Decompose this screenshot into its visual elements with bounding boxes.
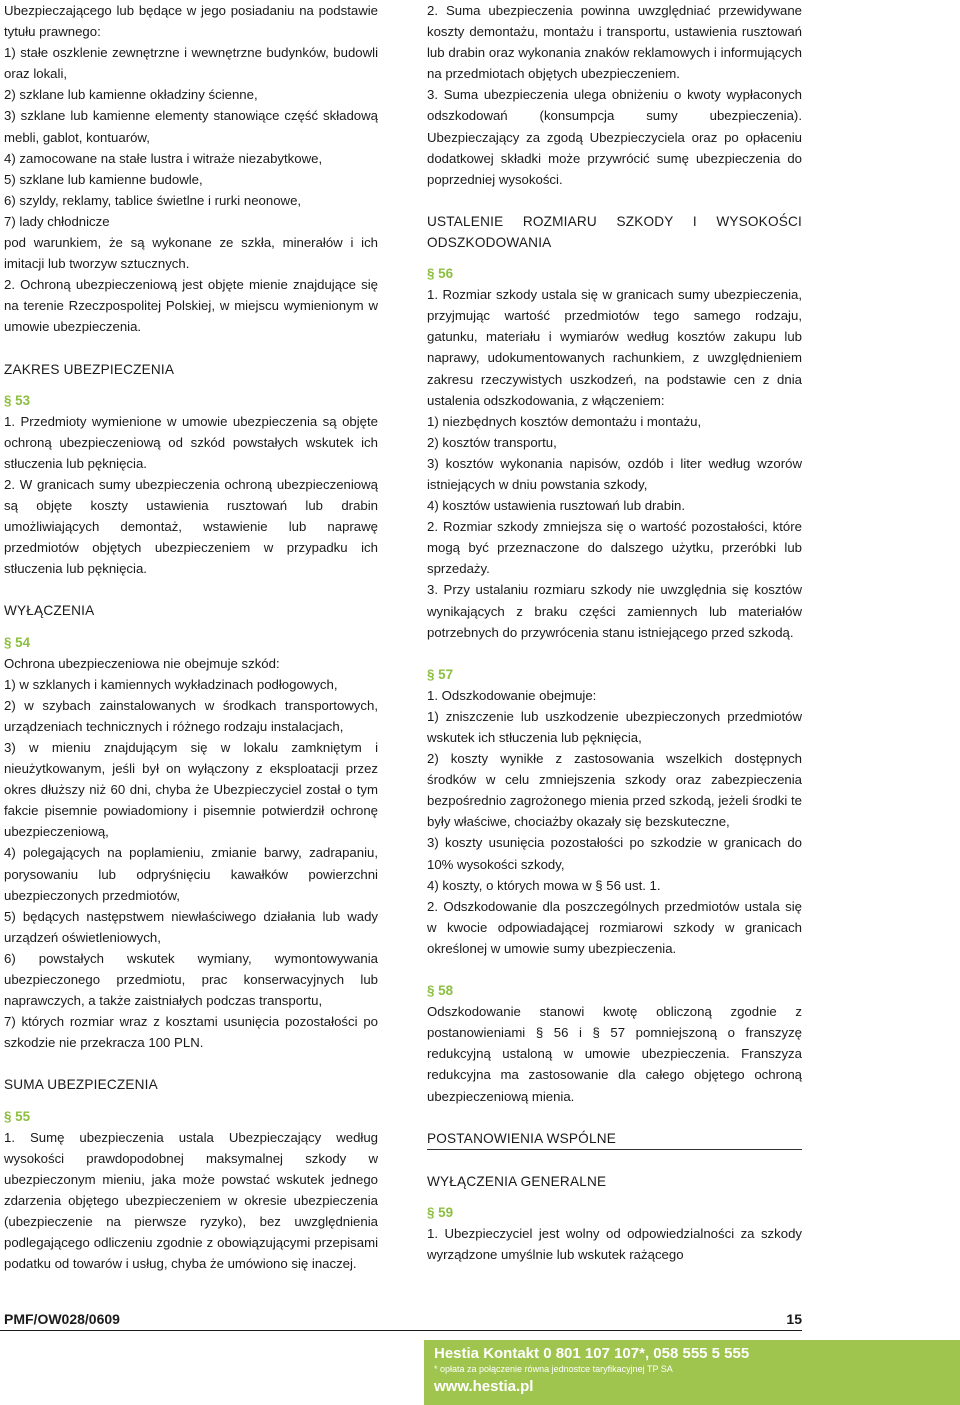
left-column: [4, 0, 378, 1274]
text-paragraph: 3) w mieniu znajdującym się w lokalu zamkniętym i nieużytkowanym, jeśli był on wyłączony z eksploatacji przez okres dłuższy niż 60 dni, chyba że Ubezpieczyciel został o tym fakcie pisemnie powiadomiony i pisemnie potwierdził ochronę ubezpieczeniową,: [4, 740, 378, 840]
text-paragraph: 2) w szybach zainstalowanych w środkach transportowych, urządzeniach technicznych i różnego rodzaju instalacjach,: [4, 697, 378, 734]
text-paragraph: 5) szklane lub kamienne budowle,: [4, 171, 203, 187]
section-heading-zakres: ZAKRES UBEZPIECZENIA: [4, 361, 175, 377]
right-column: [427, 0, 802, 1265]
document-code: PMF/OW028/0609: [4, 1311, 120, 1327]
text-paragraph: 2. Ochroną ubezpieczeniową jest objęte mienie znajdujące się na terenie Rzeczpospolitej Polskiej, w miejscu wymienionym w umowie ubezpieczenia.: [4, 277, 378, 335]
text-paragraph: 1) w szklanych i kamiennych wykładzinach podłogowych,: [4, 676, 338, 692]
text-paragraph: 1) zniszczenie lub uszkodzenie ubezpieczonych przedmiotów wskutek ich stłuczenia lub pęknięcia,: [427, 708, 802, 745]
text-paragraph: 2) kosztów transportu,: [427, 434, 557, 450]
paragraph-number-57: § 57: [427, 666, 454, 682]
section-heading-generalne: WYŁĄCZENIA GENERALNE: [427, 1173, 607, 1189]
text-paragraph: 5) będących następstwem niewłaściwego działania lub wady urządzeń oświetleniowych,: [4, 908, 378, 945]
footer-divider: [0, 1330, 802, 1331]
contact-banner: [424, 1340, 960, 1405]
text-paragraph: 7) lady chłodnicze: [4, 213, 110, 229]
text-paragraph: 1. Ubezpieczyciel jest wolny od odpowiedzialności za szkody wyrządzone umyślnie lub wskutek rażącego: [427, 1225, 802, 1262]
text-paragraph: Ubezpieczającego lub będące w jego posiadaniu na podstawie tytułu prawnego:: [4, 3, 378, 40]
text-paragraph: 1. Rozmiar szkody ustala się w granicach sumy ubezpieczenia, przyjmując wartość przedmiotów tego samego rodzaju, gatunku, materiału i wymiarów według kosztów zakupu lub naprawy, udokumentowanych rachunkiem, z uwzględnieniem zakresu rzeczywistych uszkodzeń, na podstawie cen z dnia ustalenia odszkodowania, z włączeniem:: [427, 287, 802, 408]
section-heading-wylaczenia: WYŁĄCZENIA: [4, 603, 95, 619]
paragraph-number-54: § 54: [4, 634, 31, 650]
text-paragraph: 4) zamocowane na stałe lustra i witraże niezabytkowe,: [4, 150, 323, 166]
text-paragraph: 3) koszty usunięcia pozostałości po szkodzie w granicach do 10% wysokości szkody,: [427, 835, 802, 872]
text-paragraph: 2) koszty wynikłe z zastosowania wszelkich dostępnych środków w celu zmniejszenia szkody oraz zabezpieczenia bezpośrednio zagrożonego mienia przed szkodą, jeżeli środki te były właściwe, chociażby okazały się bezskuteczne,: [427, 751, 802, 830]
text-paragraph: 1. Odszkodowanie obejmuje:: [427, 687, 597, 703]
text-paragraph: 7) których rozmiar wraz z kosztami usunięcia pozostałości po szkodzie nie przekracza 100 PLN.: [4, 1014, 378, 1051]
paragraph-number-59: § 59: [427, 1204, 454, 1220]
text-paragraph: 2. Suma ubezpieczenia powinna uwzględniać przewidywane koszty demontażu, montażu i transportu, ustawienia rusztowań lub drabin oraz wykonania znaków reklamowych i informujących na przedmiotach objętych ubezpieczeniem.: [427, 3, 802, 82]
website-link[interactable]: www.hestia.pl: [434, 1378, 534, 1395]
text-paragraph: 1. Sumę ubezpieczenia ustala Ubezpieczający według wysokości prawdopodobnej maksymalnej szkody w ubezpieczonym mieniu, jaka może powstać wskutek jednego zdarzenia objętego ubezpieczeniem w okresie ubezpieczenia (ubezpieczenie na pierwsze ryzyko), bez uwzględnienia podlegającego odliczeniu zgodnie z obowiązującymi przepisami podatku od towarów i usług, chyba że umówiono się inaczej.: [4, 1129, 378, 1272]
paragraph-number-58: § 58: [427, 983, 454, 999]
text-paragraph: 2) szklane lub kamienne okładziny ścienne,: [4, 87, 258, 103]
text-paragraph: 4) koszty, o których mowa w § 56 ust. 1.: [427, 877, 661, 893]
text-paragraph: 6) szyldy, reklamy, tablice świetlne i rurki neonowe,: [4, 192, 302, 208]
text-paragraph: 3) kosztów wykonania napisów, ozdób i liter według wzorów istniejących w dniu powstania szkody,: [427, 455, 802, 492]
text-paragraph: 2. Odszkodowanie dla poszczególnych przedmiotów ustala się w kwocie odpowiadającej rozmiarowi szkody w granicach określonej w umowie sumy ubezpieczenia.: [427, 898, 802, 956]
text-paragraph: 2. Rozmiar szkody zmniejsza się o wartość pozostałości, które mogą być przeznaczone do dalszego użytku, przeróbki lub sprzedaży.: [427, 519, 802, 577]
text-paragraph: pod warunkiem, że są wykonane ze szkła, minerałów i ich imitacji lub tworzyw sztucznych.: [4, 235, 378, 272]
text-paragraph: 3. Suma ubezpieczenia ulega obniżeniu o kwoty wypłaconych odszkodowań (konsumpcja sumy ubezpieczenia). Ubezpieczający za zgodą Ubezpieczyciela oraz po opłaceniu dodatkowej składki może przywrócić sumę ubezpieczenia do poprzedniej wysokości.: [427, 87, 802, 187]
text-paragraph: 3) szklane lub kamienne elementy stanowiące część składową mebli, gablot, kontuarów,: [4, 108, 378, 145]
section-heading-postanowienia: POSTANOWIENIA WSPÓLNE: [427, 1128, 802, 1150]
page-number: 15: [786, 1311, 802, 1327]
section-heading-ustalenie: USTALENIE ROZMIARU SZKODY I WYSOKOŚCI ODSZKODOWANIA: [427, 213, 802, 250]
contact-fee-note: * opłata za połączenie równa jednostce taryfikacyjnej TP SA: [434, 1364, 673, 1374]
text-paragraph: 6) powstałych wskutek wymiany, wymontowywania ubezpieczonego przedmiotu, prac konserwacyjnych lub naprawczych, a także zaistniałych podczas transportu,: [4, 950, 378, 1009]
contact-phone-line: Hestia Kontakt 0 801 107 107*, 058 555 5 555: [434, 1345, 750, 1362]
paragraph-number-53: § 53: [4, 392, 31, 408]
text-paragraph: 2. W granicach sumy ubezpieczenia ochroną ubezpieczeniową są objęte koszty ustawienia rusztowań lub drabin umożliwiających demontaż, wstawienie lub naprawę przedmiotów objętych ubezpieczeniem w przypadku ich stłuczenia lub pęknięcia.: [4, 476, 378, 577]
text-paragraph: Odszkodowanie stanowi kwotę obliczoną zgodnie z postanowieniami § 56 i § 57 pomniejszoną o franszyzę redukcyjną ustaloną w umowie ubezpieczenia. Franszyza redukcyjna ma zastosowanie dla całego objętego ochroną ubezpieczeniową mienia.: [427, 1004, 802, 1104]
paragraph-number-55: § 55: [4, 1108, 31, 1124]
text-paragraph: 1) niezbędnych kosztów demontażu i montażu,: [427, 413, 702, 429]
text-paragraph: 4) polegających na poplamieniu, zmianie barwy, zadrapaniu, porysowaniu lub odpryśnięciu kawałków powierzchni ubezpieczonych przedmiotów,: [4, 845, 378, 903]
text-paragraph: 1) stałe oszklenie zewnętrzne i wewnętrzne budynków, budowli oraz lokali,: [4, 45, 378, 82]
text-paragraph: 3. Przy ustalaniu rozmiaru szkody nie uwzględnia się kosztów wynikających z braku części zamiennych lub materiałów potrzebnych do przywrócenia stanu istniejącego przed szkodą.: [427, 582, 802, 640]
text-paragraph: Ochrona ubezpieczeniowa nie obejmuje szkód:: [4, 655, 280, 671]
section-heading-suma: SUMA UBEZPIECZENIA: [4, 1077, 158, 1093]
text-paragraph: 1. Przedmioty wymienione w umowie ubezpieczenia są objęte ochroną ubezpieczeniową od szkód powstałych wskutek ich stłuczenia lub pęknięcia.: [4, 413, 378, 471]
paragraph-number-56: § 56: [427, 266, 454, 282]
text-paragraph: 4) kosztów ustawienia rusztowań lub drabin.: [427, 498, 686, 514]
